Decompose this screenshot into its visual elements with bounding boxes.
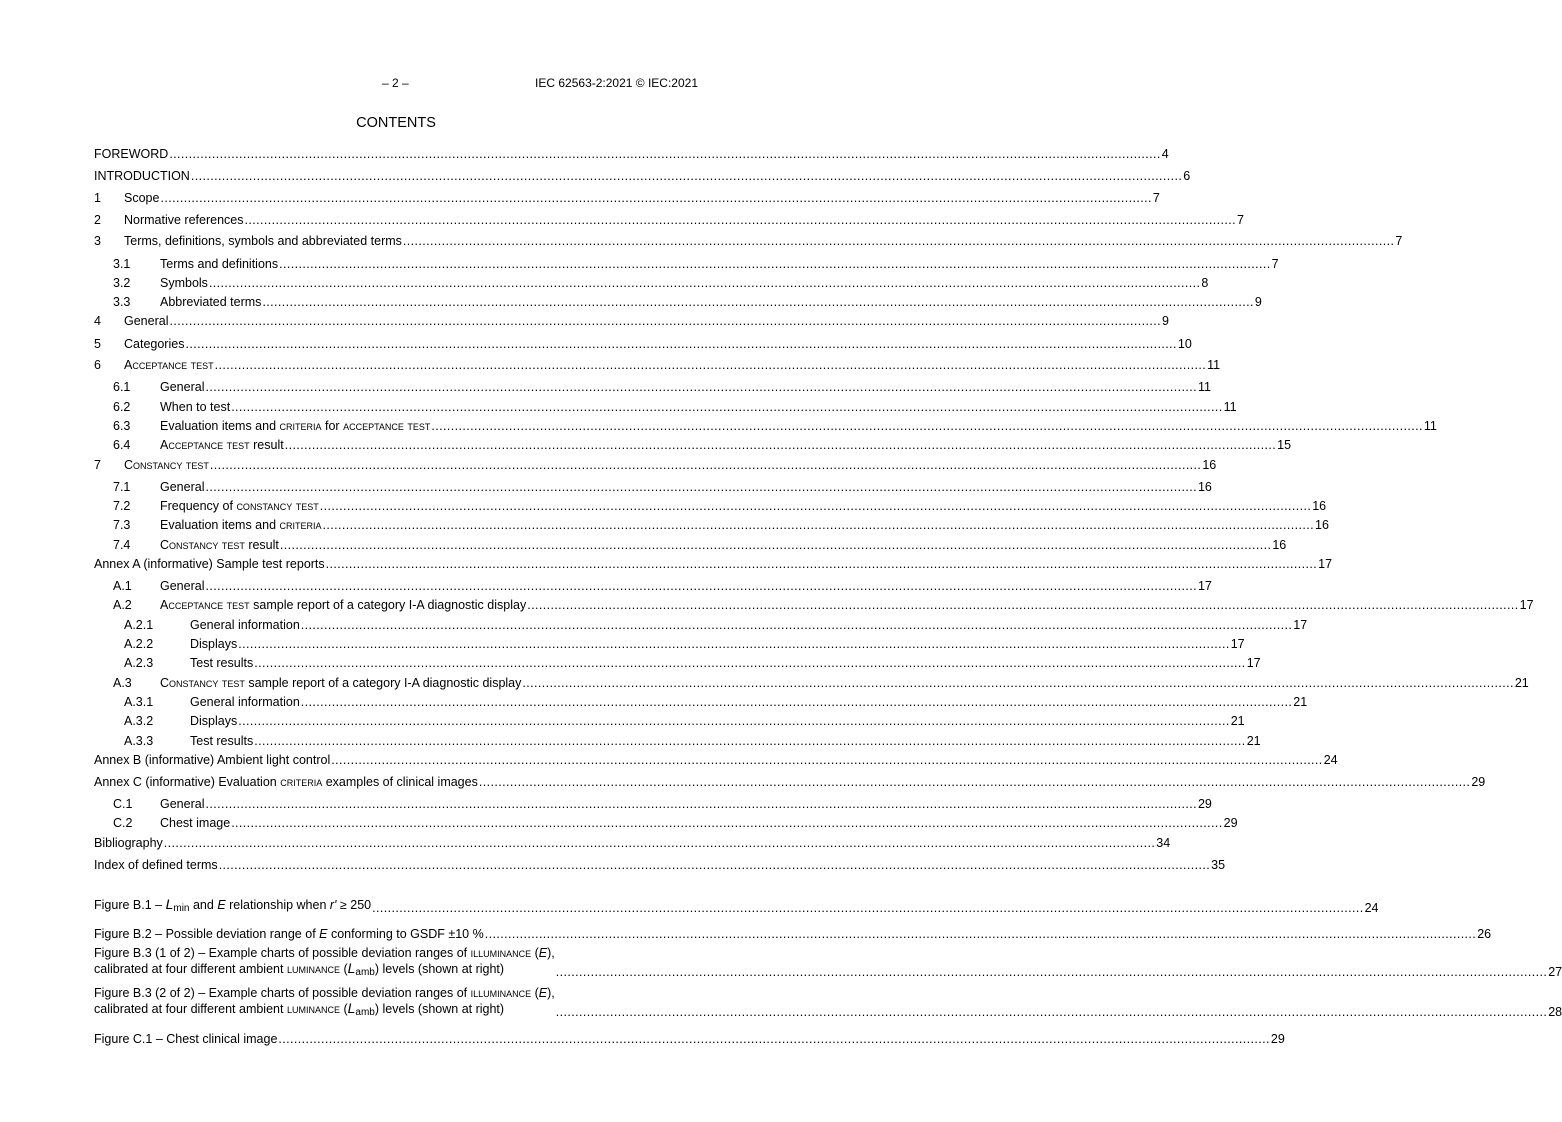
toc-entry-c-1[interactable]: C.1 General ..... 29	[94, 796, 698, 812]
toc-entry-terms[interactable]: 3 Terms, definitions, symbols and abbreviated terms ..... 7	[94, 233, 698, 249]
toc-entry-3-3[interactable]: 3.3 Abbreviated terms ..... 9	[94, 294, 698, 310]
toc-entry-general[interactable]: 4 General ..... 9	[94, 313, 698, 329]
toc-entry-normative-references[interactable]: 2 Normative references ..... 7	[94, 212, 698, 228]
toc-entry-annex-c[interactable]: Annex C (informative) Evaluation criteria examples of clinical images ..... 29	[94, 774, 698, 790]
toc-entry-a-3-3[interactable]: A.3.3 Test results ..... 21	[94, 733, 698, 749]
toc-entry-6-4[interactable]: 6.4 Acceptance test result ..... 15	[94, 437, 698, 453]
toc-entry-foreword[interactable]: FOREWORD ..... 4	[94, 146, 698, 162]
toc-entry-annex-a[interactable]: Annex A (informative) Sample test reports ..... 17	[94, 556, 698, 572]
toc-entry-3-1[interactable]: 3.1 Terms and definitions ..... 7	[94, 256, 698, 272]
toc-entry-annex-b[interactable]: Annex B (informative) Ambient light control ..... 24	[94, 752, 698, 768]
toc-entry-a-3[interactable]: A.3 Constancy test sample report of a category I-A diagnostic display ..... 21	[94, 675, 698, 691]
toc-entry-6-1[interactable]: 6.1 General ..... 11	[94, 379, 698, 395]
toc-entry-6-2[interactable]: 6.2 When to test ..... 11	[94, 399, 698, 415]
figure-entry-c1[interactable]: Figure C.1 – Chest clinical image ..... 29	[94, 1031, 698, 1047]
figure-entry-b3-1[interactable]: Figure B.3 (1 of 2) – Example charts of possible deviation ranges of illuminance (E), calibrated at four different ambient luminance $(L_{amb})$ levels (shown at right) ..... 27	[94, 948, 698, 980]
toc-entry-7-4[interactable]: 7.4 Constancy test result ..... 16	[94, 537, 698, 553]
toc-entry-a-3-2[interactable]: A.3.2 Displays ..... 21	[94, 713, 698, 729]
toc-entry-constancy-test[interactable]: 7 Constancy test ..... 16	[94, 457, 698, 473]
toc-entry-3-2[interactable]: 3.2 Symbols ..... 8	[94, 275, 698, 291]
page-number: – 2 –	[382, 76, 409, 90]
figure-entry-b3-2[interactable]: Figure B.3 (2 of 2) – Example charts of possible deviation ranges of illuminance (E), calibrated at four different ambient luminance $(L_{amb})$ levels (shown at right) ..... 28	[94, 988, 698, 1020]
toc-entry-a-2-1[interactable]: A.2.1 General information ..... 17	[94, 617, 698, 633]
toc-entry-6-3[interactable]: 6.3 Evaluation items and criteria for acceptance test ..... 11	[94, 418, 698, 434]
toc-entry-7-1[interactable]: 7.1 General ..... 16	[94, 479, 698, 495]
toc-entry-a-2-2[interactable]: A.2.2 Displays ..... 17	[94, 636, 698, 652]
toc-entry-a-1[interactable]: A.1 General ..... 17	[94, 578, 698, 594]
toc-entry-7-2[interactable]: 7.2 Frequency of constancy test ..... 16	[94, 498, 698, 514]
page-title: CONTENTS	[356, 115, 436, 131]
toc-entry-categories[interactable]: 5 Categories ..... 10	[94, 336, 698, 352]
toc-entry-bibliography[interactable]: Bibliography ..... 34	[94, 835, 698, 851]
page-header	[94, 76, 698, 92]
toc-entry-a-3-1[interactable]: A.3.1 General information ..... 21	[94, 694, 698, 710]
toc-entry-index[interactable]: Index of defined terms ..... 35	[94, 857, 698, 873]
toc-entry-scope[interactable]: 1 Scope ..... 7	[94, 190, 698, 206]
toc-entry-acceptance-test[interactable]: 6 Acceptance test ..... 11	[94, 357, 698, 373]
toc-entry-introduction[interactable]: INTRODUCTION ..... 6	[94, 168, 698, 184]
figure-entry-b2[interactable]: Figure B.2 – Possible deviation range of E conforming to GSDF ±10 % ..... 26	[94, 926, 698, 942]
toc-entry-c-2[interactable]: C.2 Chest image ..... 29	[94, 815, 698, 831]
toc-entry-a-2[interactable]: A.2 Acceptance test sample report of a category I-A diagnostic display ..... 17	[94, 597, 698, 613]
figure-entry-b1[interactable]: Figure $B.1 - L_{min}$ and E relationship when r' ≥ 250 ..... 24	[94, 900, 698, 916]
toc-entry-a-2-3[interactable]: A.2.3 Test results ..... 17	[94, 655, 698, 671]
standard-reference: IEC 62563-2:2021 © IEC:2021	[535, 76, 698, 90]
toc-entry-7-3[interactable]: 7.3 Evaluation items and criteria ..... 16	[94, 517, 698, 533]
